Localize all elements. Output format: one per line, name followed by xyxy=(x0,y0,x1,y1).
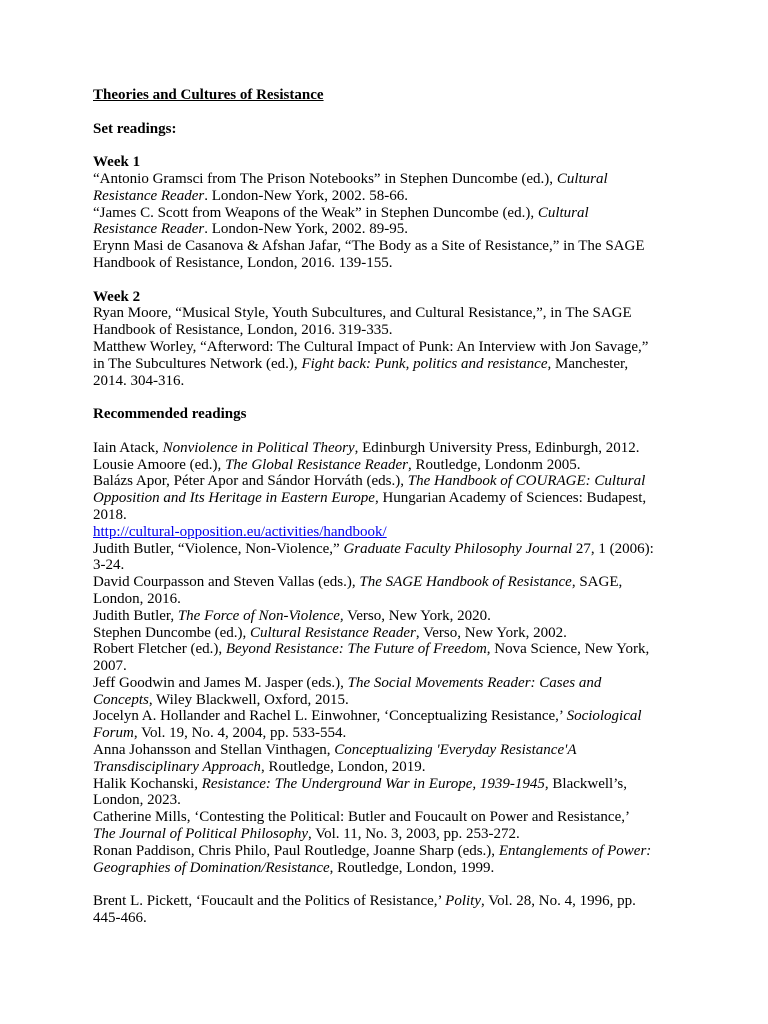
reading-entry: Ronan Paddison, Chris Philo, Paul Routledge, Joanne Sharp (eds.), Entanglements of Power: xyxy=(93,842,652,859)
spacer xyxy=(93,423,683,440)
reading-entry: Iain Atack, Nonviolence in Political Theory, Edinburgh University Press, Edinburgh, 2012. xyxy=(93,439,640,456)
reading-entry: 3-24. xyxy=(93,557,125,574)
reading-entry: 2007. xyxy=(93,658,127,675)
reading-entry: Halik Kochanski, Resistance: The Underground War in Europe, 1939-1945, Blackwell’s, xyxy=(93,775,627,792)
reading-entry: Anna Johansson and Stellan Vinthagen, Conceptualizing 'Everyday Resistance'A xyxy=(93,742,577,759)
reading-entry: The Journal of Political Philosophy, Vol. 11, No. 3, 2003, pp. 253-272. xyxy=(93,826,520,843)
week1-line: Handbook of Resistance, London, 2016. 139-155. xyxy=(93,254,393,271)
week1-heading: Week 1 xyxy=(93,154,141,171)
document-title: Theories and Cultures of Resistance xyxy=(93,87,324,103)
reading-entry: London, 2016. xyxy=(93,590,181,607)
reading-entry: Jocelyn A. Hollander and Rachel L. Einwohner, ‘Conceptualizing Resistance,’ Sociological xyxy=(93,708,642,725)
reading-entry: Forum, Vol. 19, No. 4, 2004, pp. 533-554. xyxy=(93,725,347,742)
reading-entry: David Courpasson and Steven Vallas (eds.), The SAGE Handbook of Resistance, SAGE, xyxy=(93,574,623,591)
spacer xyxy=(93,137,683,154)
reading-entry: Robert Fletcher (ed.), Beyond Resistance: The Future of Freedom, Nova Science, New York, xyxy=(93,641,650,658)
reading-entry: Balázs Apor, Péter Apor and Sándor Horváth (eds.), The Handbook of COURAGE: Cultural xyxy=(93,473,646,490)
set-readings-heading: Set readings: xyxy=(93,120,177,137)
reading-entry: Transdisciplinary Approach, Routledge, London, 2019. xyxy=(93,758,426,775)
week2-heading: Week 2 xyxy=(93,288,141,305)
week1-line: “James C. Scott from Weapons of the Weak” in Stephen Duncombe (ed.), Cultural xyxy=(93,204,589,221)
reading-entry: Catherine Mills, ‘Contesting the Political: Butler and Foucault on Power and Resistance,’ xyxy=(93,809,630,826)
week2-line: Matthew Worley, “Afterword: The Cultural Impact of Punk: An Interview with Jon Savage,” xyxy=(93,338,649,355)
week2-line: in The Subcultures Network (ed.), Fight back: Punk, politics and resistance, Manchester, xyxy=(93,355,629,372)
week2-line: Handbook of Resistance, London, 2016. 319-335. xyxy=(93,322,393,339)
reading-entry: Lousie Amoore (ed.), The Global Resistance Reader, Routledge, Londonm 2005. xyxy=(93,456,581,473)
reading-entry: Brent L. Pickett, ‘Foucault and the Politics of Resistance,’ Polity, Vol. 28, No. 4, 1996, pp. xyxy=(93,893,636,910)
week1-line: Erynn Masi de Casanova & Afshan Jafar, “The Body as a Site of Resistance,” in The SAGE xyxy=(93,238,645,255)
reading-entry: Judith Butler, The Force of Non-Violence, Verso, New York, 2020. xyxy=(93,607,491,624)
reading-entry: Geographies of Domination/Resistance, Routledge, London, 1999. xyxy=(93,859,495,876)
handbook-link-line xyxy=(93,524,683,541)
spacer xyxy=(93,389,683,406)
reading-entry: Opposition and Its Heritage in Eastern Europe, Hungarian Academy of Sciences: Budapest, xyxy=(93,490,647,507)
spacer xyxy=(93,104,683,121)
reading-entry: 445-466. xyxy=(93,910,147,927)
week2-line: Ryan Moore, “Musical Style, Youth Subcultures, and Cultural Resistance,”, in The SAGE xyxy=(93,305,632,322)
reading-entry: London, 2023. xyxy=(93,792,181,809)
document-page xyxy=(93,87,683,927)
reading-entry: 2018. xyxy=(93,506,127,523)
handbook-link[interactable]: http://cultural-opposition.eu/activities/handbook/ xyxy=(93,523,387,540)
reading-entry: Concepts, Wiley Blackwell, Oxford, 2015. xyxy=(93,691,349,708)
spacer xyxy=(93,876,683,893)
reading-entry: Jeff Goodwin and James M. Jasper (eds.), The Social Movements Reader: Cases and xyxy=(93,674,602,691)
recommended-heading: Recommended readings xyxy=(93,406,247,423)
week1-line: “Antonio Gramsci from The Prison Notebooks” in Stephen Duncombe (ed.), Cultural xyxy=(93,170,608,187)
reading-entry: Stephen Duncombe (ed.), Cultural Resistance Reader, Verso, New York, 2002. xyxy=(93,624,567,641)
week2-line: 2014. 304-316. xyxy=(93,372,185,389)
week1-line: Resistance Reader. London-New York, 2002. 89-95. xyxy=(93,221,408,238)
spacer xyxy=(93,272,683,289)
reading-entry: Judith Butler, “Violence, Non-Violence,” Graduate Faculty Philosophy Journal 27, 1 (2006): xyxy=(93,540,654,557)
week1-line: Resistance Reader. London-New York, 2002. 58-66. xyxy=(93,187,408,204)
